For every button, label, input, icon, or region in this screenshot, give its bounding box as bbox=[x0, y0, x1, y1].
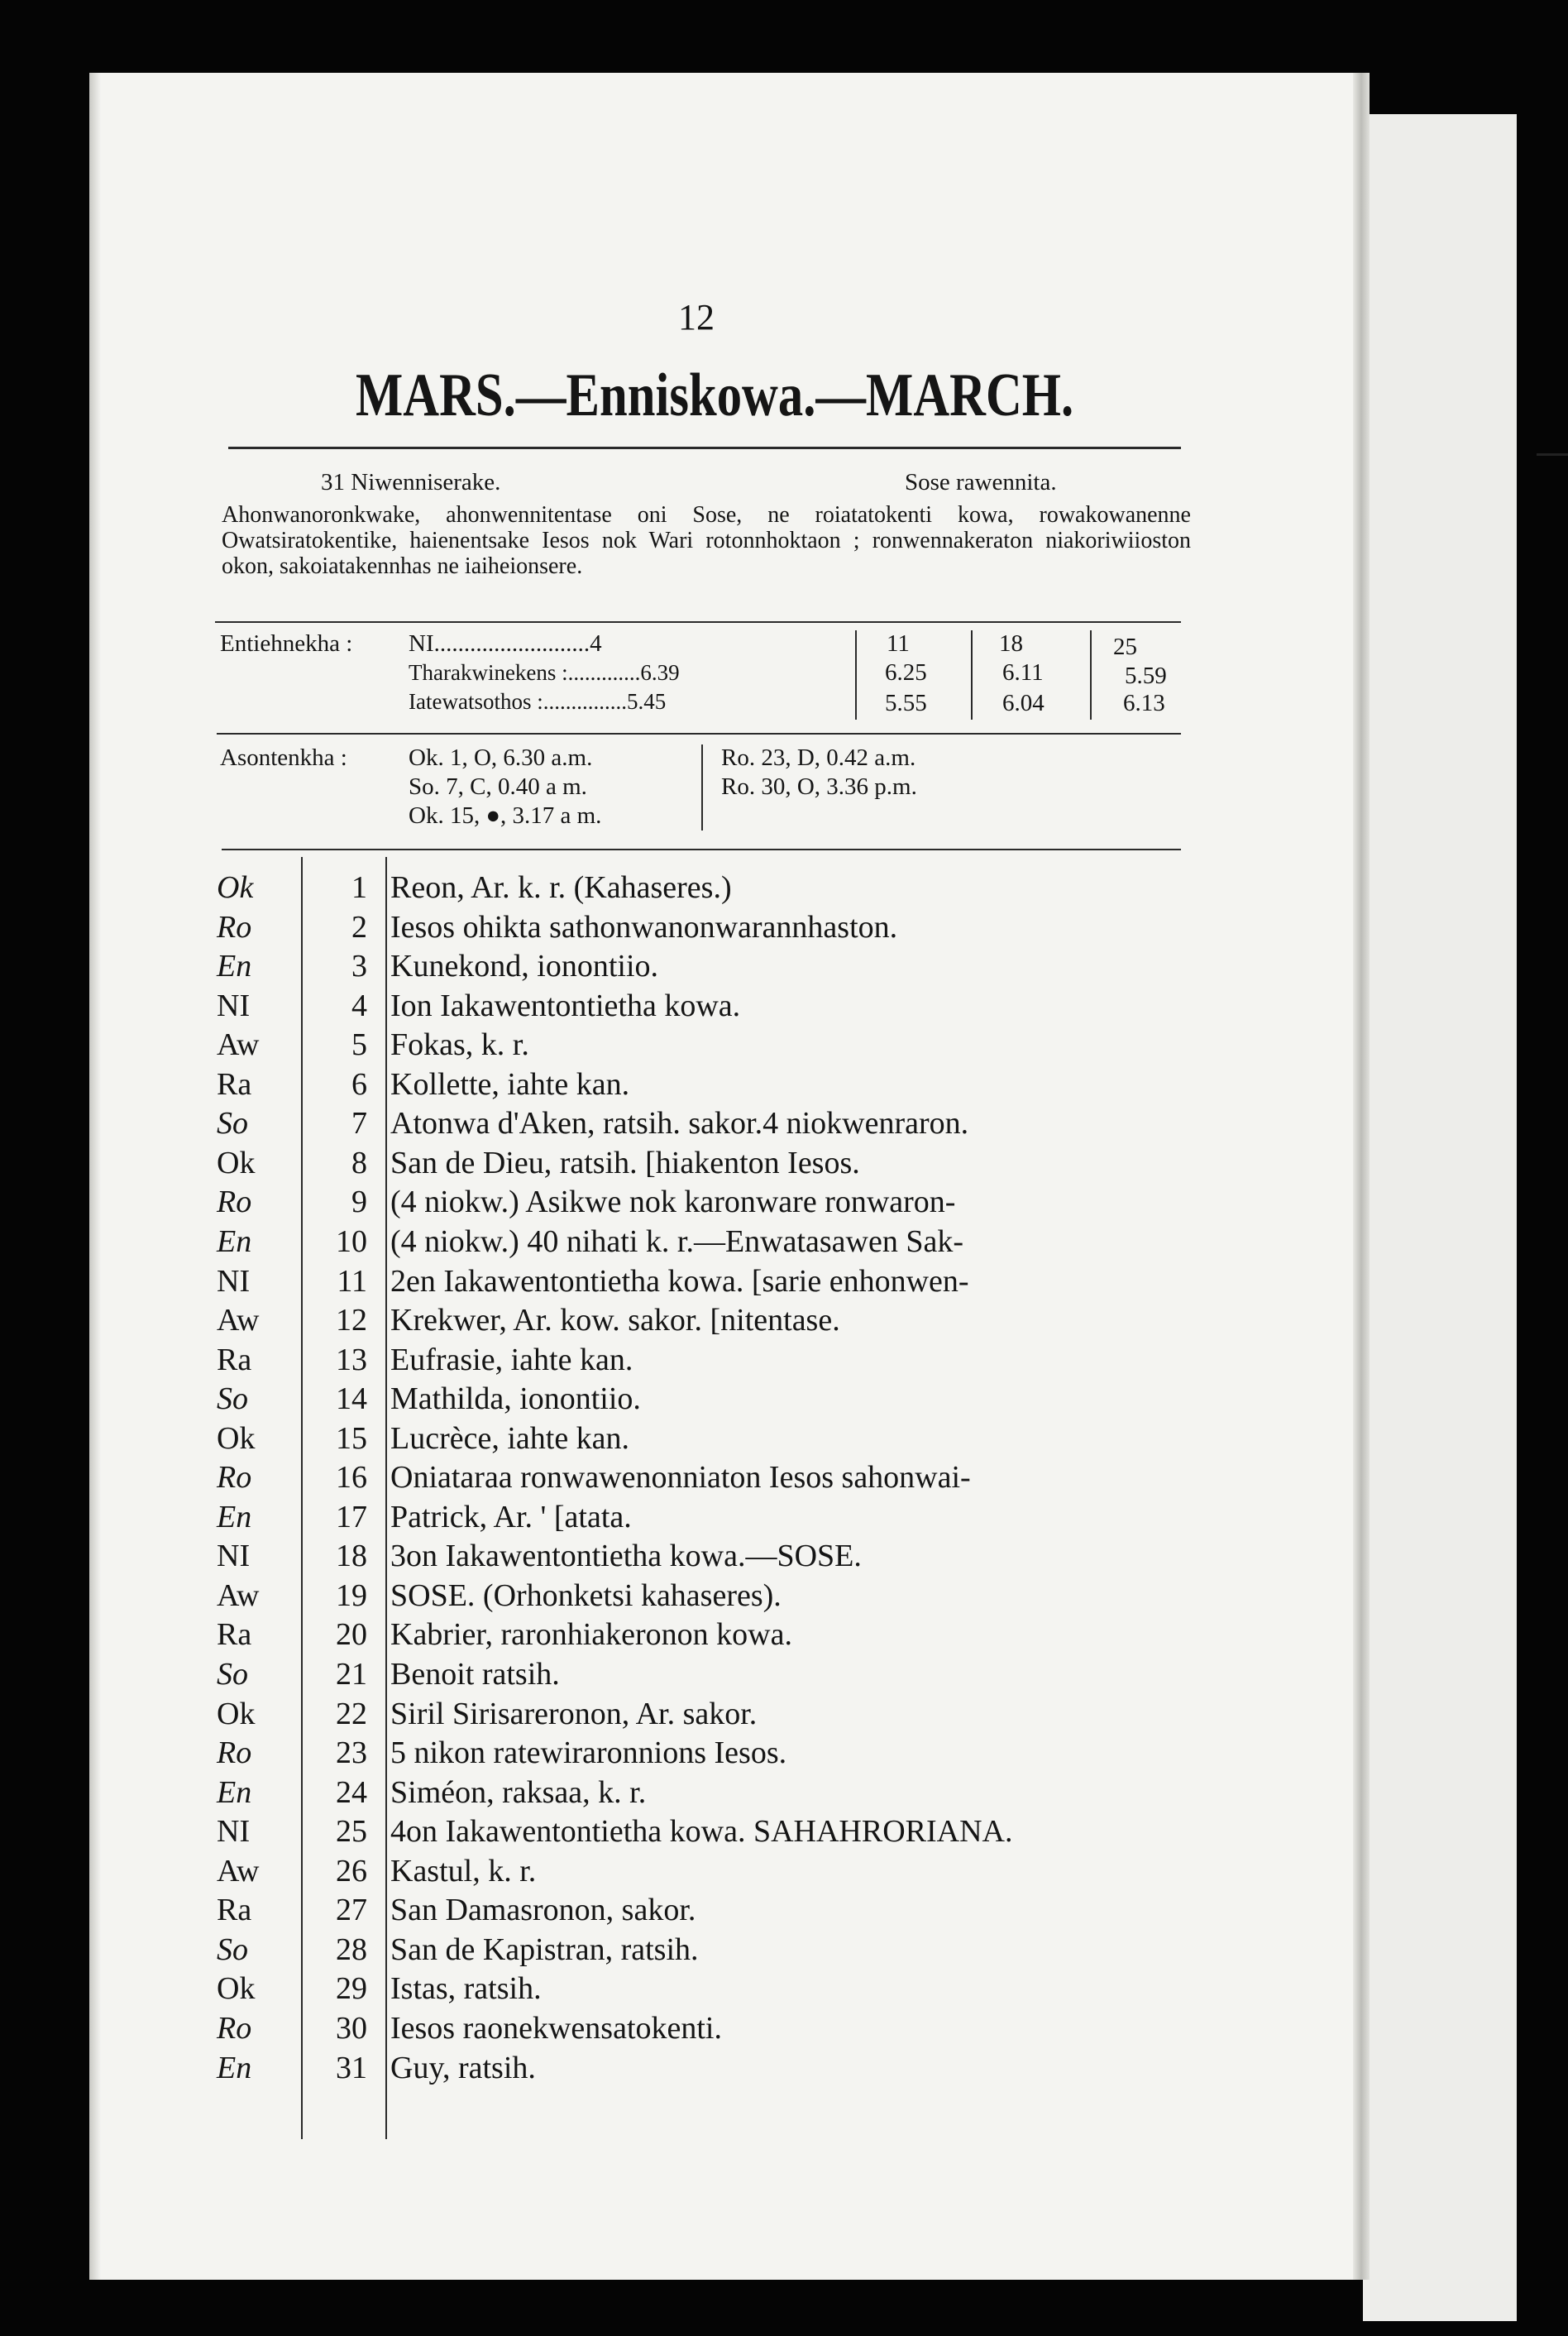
calendar-weekday: Ro bbox=[217, 2010, 252, 2046]
sun-col-day: 25 bbox=[1113, 634, 1137, 660]
title-rule bbox=[228, 447, 1181, 449]
calendar-entry: 3on Iakawentontietha kowa.—SOSE. bbox=[390, 1539, 862, 1574]
calendar-entry: Fokas, k. r. bbox=[390, 1027, 529, 1063]
calendar-weekday: NI bbox=[217, 1539, 251, 1574]
calendar-day-number: 17 bbox=[336, 1499, 367, 1534]
sun-divider-3 bbox=[1090, 630, 1092, 720]
moon-phase: Ro. 30, O, 3.36 p.m. bbox=[721, 773, 917, 800]
calendar-entry: Iesos ohikta sathonwanonwarannhaston. bbox=[390, 909, 898, 945]
page-fold bbox=[1353, 73, 1370, 2280]
calendar-entry: Reon, Ar. k. r. (Kahaseres.) bbox=[390, 870, 732, 905]
calendar-day-number: 4 bbox=[351, 988, 367, 1023]
calendar-weekday: En bbox=[217, 1223, 252, 1259]
calendar-day-number: 31 bbox=[336, 2050, 367, 2085]
calendar-day-number: 2 bbox=[351, 909, 367, 945]
calendar-weekday: Ok bbox=[217, 1696, 256, 1731]
calendar-weekday: So bbox=[217, 1657, 248, 1692]
patron-label: Sose rawennita. bbox=[905, 469, 1057, 495]
calendar-entry: 5 nikon ratewiraronnions Iesos. bbox=[390, 1735, 787, 1771]
calendar-weekday: Ra bbox=[217, 1066, 252, 1102]
calendar-weekday: En bbox=[217, 2050, 252, 2085]
calendar-weekday: NI bbox=[217, 988, 251, 1023]
calendar-day-number: 28 bbox=[336, 1932, 367, 1967]
calendar-day-number: 23 bbox=[336, 1735, 367, 1771]
sun-divider-2 bbox=[971, 630, 973, 720]
calendar-day-number: 19 bbox=[336, 1577, 367, 1613]
calendar-weekday: NI bbox=[217, 1814, 251, 1850]
calendar-day-number: 20 bbox=[336, 1617, 367, 1653]
calendar-entry: 4on Iakawentontietha kowa. SAHAHRORIANA. bbox=[390, 1814, 1013, 1850]
calendar-entry: Benoit ratsih. bbox=[390, 1657, 560, 1692]
calendar-entry: Kastul, k. r. bbox=[390, 1853, 537, 1888]
calendar-entry: Guy, ratsih. bbox=[390, 2050, 536, 2085]
calendar-entry: San de Kapistran, ratsih. bbox=[390, 1932, 699, 1967]
page-number: 12 bbox=[678, 297, 715, 337]
calendar-weekday: Ro bbox=[217, 1185, 252, 1220]
calendar-weekday: Ok bbox=[217, 1971, 256, 2007]
moon-phase: Ok. 1, O, 6.30 a.m. bbox=[409, 744, 593, 771]
calendar-weekday: En bbox=[217, 1499, 252, 1534]
calendar-entry: Iesos raonekwensatokenti. bbox=[390, 2010, 722, 2046]
sun-col-rise: 6.25 bbox=[885, 659, 927, 686]
calendar-day-number: 21 bbox=[336, 1657, 367, 1692]
intro-rule bbox=[215, 621, 1181, 623]
calendar-day-number: 12 bbox=[336, 1303, 367, 1338]
sun-ni-row: NI..........................4 bbox=[409, 630, 602, 657]
sunrise-label: Tharakwinekens :.............6.39 bbox=[409, 660, 680, 685]
calendar-day-number: 5 bbox=[351, 1027, 367, 1063]
calendar-day-number: 14 bbox=[336, 1381, 367, 1417]
page-title: MARS.—Enniskowa.—MARCH. bbox=[356, 361, 1074, 429]
calendar-weekday: Ro bbox=[217, 1735, 252, 1771]
calendar-day-number: 10 bbox=[336, 1223, 367, 1259]
calendar-entry: San de Dieu, ratsih. [hiakenton Iesos. bbox=[390, 1145, 860, 1180]
calendar-entry: Lucrèce, iahte kan. bbox=[390, 1420, 630, 1456]
calendar-entry: Oniataraa ronwawenonniaton Iesos sahonwai- bbox=[390, 1460, 971, 1496]
sun-col-day: 18 bbox=[999, 630, 1023, 657]
calendar-day-number: 29 bbox=[336, 1971, 367, 2007]
moon-label: Asontenkha : bbox=[220, 744, 347, 771]
calendar-divider-right bbox=[385, 857, 387, 2139]
calendar-divider-left bbox=[301, 857, 303, 2139]
calendar-day-number: 11 bbox=[337, 1263, 367, 1299]
calendar-day-number: 30 bbox=[336, 2010, 367, 2046]
calendar-entry: 2en Iakawentontietha kowa. [sarie enhonwen- bbox=[390, 1263, 969, 1299]
sun-rule bbox=[217, 733, 1181, 735]
days-label: 31 Niwenniserake. bbox=[321, 469, 501, 495]
calendar-entry: (4 niokw.) Asikwe nok karonware ronwaron- bbox=[390, 1185, 956, 1220]
calendar-entry: Patrick, Ar. ' [atata. bbox=[390, 1499, 632, 1534]
calendar-entry: Mathilda, ionontiio. bbox=[390, 1381, 641, 1417]
calendar-entry: Kunekond, ionontiio. bbox=[390, 949, 659, 984]
calendar-entry: Ion Iakawentontietha kowa. bbox=[390, 988, 741, 1023]
sun-col-set: 5.55 bbox=[885, 690, 927, 716]
calendar-day-number: 18 bbox=[336, 1539, 367, 1574]
moon-rule bbox=[222, 849, 1181, 850]
calendar-entry: SOSE. (Orhonketsi kahaseres). bbox=[390, 1577, 782, 1613]
calendar-entry: Atonwa d'Aken, ratsih. sakor.4 niokwenraron. bbox=[390, 1106, 969, 1142]
calendar-weekday: Ra bbox=[217, 1617, 252, 1653]
calendar-entry: (4 niokw.) 40 nihati k. r.—Enwatasawen Sak- bbox=[390, 1223, 963, 1259]
calendar-weekday: Ok bbox=[217, 870, 254, 905]
calendar-weekday: Ro bbox=[217, 1460, 252, 1496]
calendar-weekday: Ra bbox=[217, 1893, 252, 1928]
calendar-weekday: Aw bbox=[217, 1027, 260, 1063]
calendar-weekday: Ok bbox=[217, 1420, 256, 1456]
sun-col-rise: 6.11 bbox=[1002, 659, 1044, 686]
calendar-day-number: 24 bbox=[336, 1774, 367, 1810]
calendar-entry: Siril Sirisareronon, Ar. sakor. bbox=[390, 1696, 758, 1731]
calendar-day-number: 8 bbox=[351, 1145, 367, 1180]
calendar-day-number: 16 bbox=[336, 1460, 367, 1496]
moon-divider bbox=[701, 744, 703, 831]
calendar-day-number: 13 bbox=[336, 1342, 367, 1377]
calendar-entry: Kabrier, raronhiakeronon kowa. bbox=[390, 1617, 792, 1653]
calendar-weekday: Ra bbox=[217, 1342, 252, 1377]
calendar-weekday: Ro bbox=[217, 909, 252, 945]
sun-divider-1 bbox=[855, 630, 857, 720]
calendar-day-number: 25 bbox=[336, 1814, 367, 1850]
calendar-day-number: 9 bbox=[351, 1185, 367, 1220]
calendar-entry: San Damasronon, sakor. bbox=[390, 1893, 696, 1928]
sun-col-set: 6.04 bbox=[1002, 690, 1045, 716]
calendar-entry: Eufrasie, iahte kan. bbox=[390, 1342, 633, 1377]
moon-phase: Ro. 23, D, 0.42 a.m. bbox=[721, 744, 916, 771]
calendar-weekday: En bbox=[217, 1774, 252, 1810]
calendar-entry: Istas, ratsih. bbox=[390, 1971, 542, 2007]
calendar-day-number: 26 bbox=[336, 1853, 367, 1888]
calendar-weekday: NI bbox=[217, 1263, 251, 1299]
calendar-entry: Kollette, iahte kan. bbox=[390, 1066, 630, 1102]
sun-col-set: 6.13 bbox=[1123, 690, 1165, 716]
facing-page bbox=[1363, 114, 1517, 2321]
calendar-day-number: 7 bbox=[351, 1106, 367, 1142]
calendar-weekday: En bbox=[217, 949, 252, 984]
moon-phase: Ok. 15, ●, 3.17 a m. bbox=[409, 802, 602, 829]
calendar-day-number: 15 bbox=[336, 1420, 367, 1456]
calendar-weekday: Aw bbox=[217, 1577, 260, 1613]
calendar-weekday: So bbox=[217, 1381, 248, 1417]
facing-page-rule bbox=[1537, 453, 1568, 456]
calendar-day-number: 22 bbox=[336, 1696, 367, 1731]
sun-label: Entiehnekha : bbox=[220, 630, 353, 657]
calendar-weekday: So bbox=[217, 1932, 248, 1967]
page-edge bbox=[89, 73, 101, 2280]
sun-col-day: 11 bbox=[887, 630, 910, 657]
calendar-weekday: So bbox=[217, 1106, 248, 1142]
calendar-entry: Krekwer, Ar. kow. sakor. [nitentase. bbox=[390, 1303, 840, 1338]
calendar-weekday: Aw bbox=[217, 1303, 260, 1338]
calendar-weekday: Aw bbox=[217, 1853, 260, 1888]
sun-col-rise: 5.59 bbox=[1125, 663, 1167, 689]
sunset-label: Iatewatsothos :...............5.45 bbox=[409, 689, 667, 714]
calendar-day-number: 3 bbox=[351, 949, 367, 984]
calendar-entry: Siméon, raksaa, k. r. bbox=[390, 1774, 647, 1810]
calendar-day-number: 27 bbox=[336, 1893, 367, 1928]
calendar-day-number: 1 bbox=[351, 870, 367, 905]
calendar-weekday: Ok bbox=[217, 1145, 256, 1180]
moon-phase: So. 7, C, 0.40 a m. bbox=[409, 773, 587, 800]
calendar-day-number: 6 bbox=[351, 1066, 367, 1102]
intro-paragraph: Ahonwanoronkwake, ahonwennitentase oni Sose, ne roiatatokenti kowa, rowakowanenne Owatsiratokentike, haienentsake Iesos nok Wari rotonnhoktaon ; ronwennakeraton niakoriwiioston okon, sakoiatakennhas ne iaiheionsere. bbox=[222, 502, 1191, 579]
